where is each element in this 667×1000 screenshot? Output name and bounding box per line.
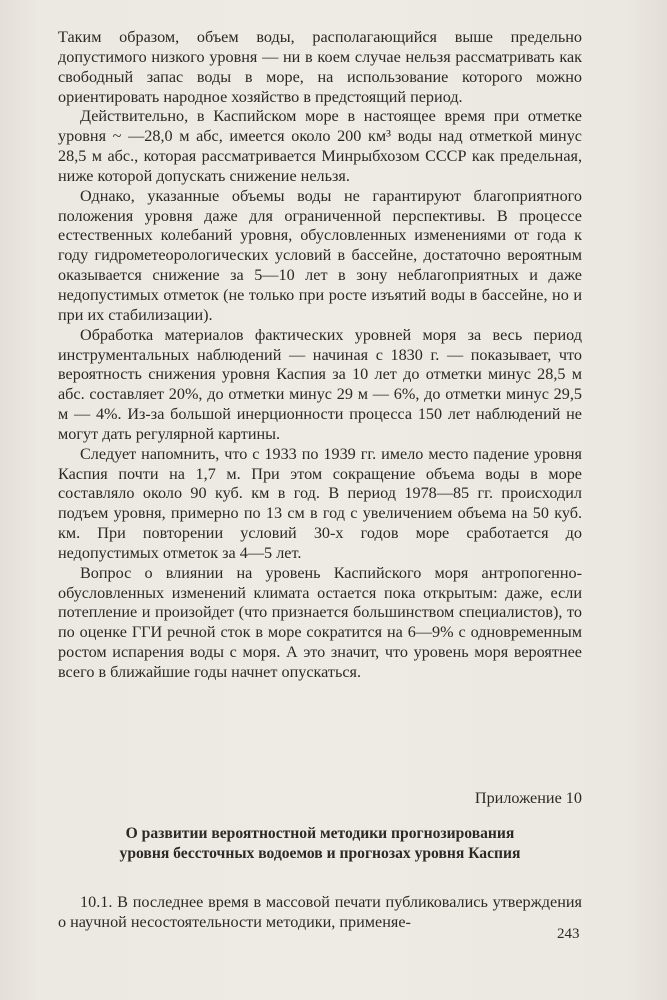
paragraph-2: Действительно, в Каспийском море в настоящее время при отметке уровня ~ —28,0 м абс, имеется около 200 км³ воды над отметкой минус 28,5 м абс., которая рассматривается Минрыбхозом СССР как предельная, ниже которой допускать снижение нельзя.	[58, 107, 582, 185]
paragraph-4: Обработка материалов фактических уровней моря за весь период инструментальных наблюдений — начиная с 1830 г. — показывает, что вероятность снижения уровня Каспия за 10 лет до отметки минус 28,5 м абс. составляет 20%, до отметки минус 29 м — 6%, до отметки минус 29,5 м — 4%. Из-за большой инерционности процесса 150 лет наблюдений не могут дать регулярной картины.	[58, 325, 582, 443]
body-text	[58, 28, 582, 683]
heading-line-1: О развитии вероятностной методики прогнозирования	[125, 825, 515, 842]
section-heading	[58, 824, 582, 864]
paragraph-3: Однако, указанные объемы воды не гарантируют благоприятного положения уровня даже для ограниченной перспективы. В процессе естественных колебаний уровня, обусловленных изменениями от года к году гидрометеорологических условий в бассейне, достаточно вероятным оказывается снижение за 5—10 лет в зону неблагоприятных и даже недопустимых отметок (не только при росте изъятий воды в бассейне, но и при их стабилизации).	[58, 186, 582, 324]
paragraph-1: Таким образом, объем воды, располагающийся выше предельно допустимого низкого уровня — ни в коем случае нельзя рассматривать как свободный запас воды в море, на использование которого можно ориентировать народное хозяйство в предстоящий период.	[58, 28, 582, 106]
paragraph-10-1: 10.1. В последнее время в массовой печати публиковались утверждения о научной несостоятельности методики, применяе-	[58, 893, 582, 932]
paragraph-6: Вопрос о влиянии на уровень Каспийского моря антропогенно-обусловленных изменений климата остается пока открытым: даже, если потепление и произойдет (что признается большинством специалистов), то по оценке ГГИ речной сток в море сократится на 6—9% с одновременным ростом испарения воды с моря. А это значит, что уровень моря вероятнее всего в ближайшие годы начнет опускаться.	[58, 563, 582, 681]
paragraph-5: Следует напомнить, что с 1933 по 1939 гг. имело место падение уровня Каспия почти на 1,7 м. При этом сокращение объема воды в море составляло около 90 куб. км в год. В период 1978—85 гг. происходил подъем уровня, примерно по 13 см в год с увеличением объема на 50 куб. км. При повторении условий 30-х годов море сработается до недопустимых отметок за 4—5 лет.	[58, 444, 582, 562]
heading-line-2: уровня бессточных водоемов и прогнозах уровня Каспия	[119, 845, 521, 862]
appendix-label: Приложение 10	[474, 789, 582, 807]
page-number: 243	[557, 926, 580, 942]
